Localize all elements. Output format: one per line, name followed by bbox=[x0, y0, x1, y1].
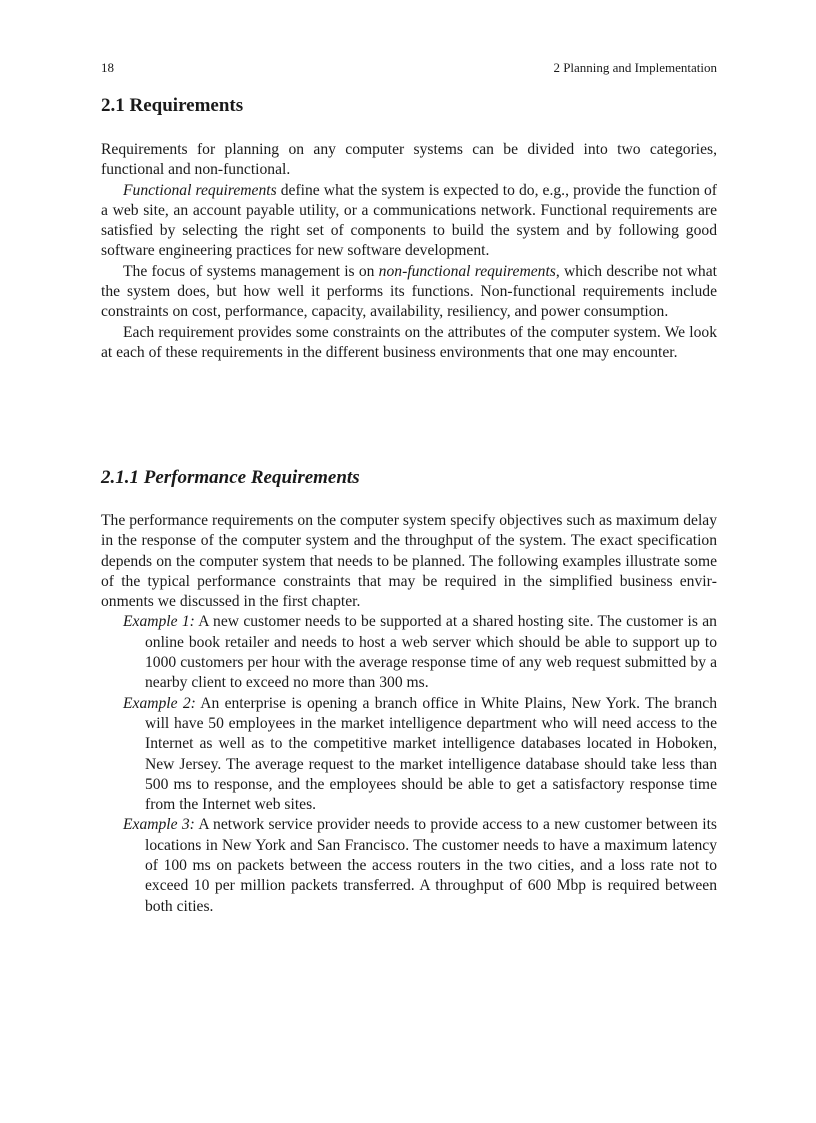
example-text: An enterprise is opening a branch office in White Plains, New York. The branch will have 50 employees in the market intelligence department who will need access to the Internet as well as to the competitive market intelligence databases located in Hoboken, New Jersey. The average request to the market intelligence database should take less than 500 ms to response, and the employees should be able to get a satisfactory response time from the Internet web sites. bbox=[145, 694, 717, 814]
example-label: Example 2: bbox=[123, 694, 196, 712]
example-label: Example 1: bbox=[123, 613, 195, 631]
section-heading: 2.1 Requirements bbox=[101, 95, 244, 116]
subsection-paragraph-1: The performance requirements on the computer system specify objectives such as maximum delay in the response of the computer system and the throughput of the system. The exact specification depends on the computer system that needs to be planned. The following examples illustrate some of the typical performance constraints that may be required in the simplified business environments we discussed in the first chapter. bbox=[101, 512, 717, 611]
term-functional-requirements: Functional requirements bbox=[123, 181, 277, 199]
example-text: A new customer needs to be supported at a shared hosting site. The customer is an online book retailer and needs to host a web server which should be able to support up to 1000 customers per hour with the average response time of any web request submitted by a nearby client to exceed no more than 300 ms. bbox=[145, 613, 717, 692]
section-paragraph-3 bbox=[101, 262, 717, 323]
example-text: A network service provider needs to provide access to a new customer between its locations in New York and San Francisco. The customer needs to have a maximum latency of 100 ms on packets between the access routers in the two cities, and a loss rate not to exceed 10 per million packets transferred. A throughput of 600 Mbp is required between both cities. bbox=[145, 816, 717, 915]
section-body bbox=[101, 140, 717, 363]
term-non-functional-requirements: non-functional requirements bbox=[378, 262, 556, 280]
subsection-body bbox=[101, 511, 717, 917]
example-item bbox=[101, 815, 717, 916]
section-paragraph-1: Requirements for planning on any computer systems can be divided into two categories, functional and non-functional. bbox=[101, 141, 717, 179]
subsection-heading: 2.1.1 Performance Requirements bbox=[101, 467, 360, 488]
paragraph-2-text: define what the system is expected to do, e.g., provide the function of a web site, an account payable utility, or a communications network. Functional requirements are satisfied by selecting the right set of components to build the system and by following good software engineering practices for new software development. bbox=[101, 181, 717, 260]
running-header bbox=[101, 58, 717, 78]
page-number: 18 bbox=[101, 60, 114, 75]
chapter-title: 2 Planning and Implementation bbox=[553, 60, 717, 75]
example-item bbox=[101, 612, 717, 693]
section-paragraph-2 bbox=[101, 181, 717, 262]
paragraph-3-start: The focus of systems management is on bbox=[123, 262, 379, 280]
example-label: Example 3: bbox=[123, 816, 195, 834]
section-paragraph-4: Each requirement provides some constraints on the attributes of the computer system. We look at each of these requirements in the different business environments that one may encounter. bbox=[101, 323, 717, 361]
paragraph-3-text: , which describe not what the system does, but how well it performs its functions. Non-functional requirements include constraints on cost, performance, capacity, availability, resiliency, and power consumption. bbox=[101, 262, 717, 321]
example-item bbox=[101, 694, 717, 816]
